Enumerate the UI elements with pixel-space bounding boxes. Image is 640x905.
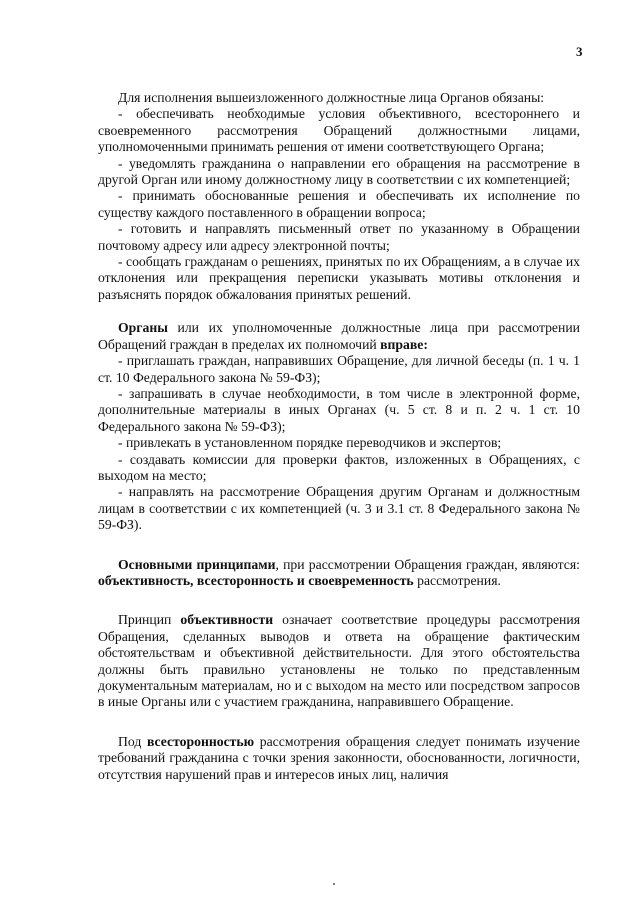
rights-intro-text: или их уполномоченные должностные лица при рассмотрении Обращений граждан в пределах их полномочий (98, 320, 580, 352)
comprehensiveness-bold-term: всесторонностью (147, 733, 255, 749)
rights-intro-bold-entitled: вправе: (380, 336, 428, 352)
duty-item: - сообщать гражданам о решениях, принятых по их Обращениям, а в случае их отклонения или прекращения переписки указывать мотивы отклонения и разъяснять порядок обжалования принятых решений. (98, 254, 580, 302)
principles-text-end: рассмотрения. (413, 572, 501, 588)
right-item: - создавать комиссии для проверки фактов, изложенных в Обращениях, с выходом на место; (98, 451, 580, 483)
right-item: - запрашивать в случае необходимости, в том числе в электронной форме, дополнительные материалы в иных Органах (ч. 5 ст. 8 и п. 2 ч. 1 ст. 10 Федерального закона № 59-ФЗ); (98, 385, 580, 434)
scan-speck (333, 883, 335, 885)
principles-bold-list: объективность, всесторонность и своевременность (98, 572, 414, 588)
document-body (98, 90, 580, 783)
page-number: 3 (576, 44, 583, 59)
rights-intro (98, 320, 580, 353)
objectivity-text-start: Принцип (118, 612, 181, 628)
right-item: - направлять на рассмотрение Обращения другим Органам и должностным лицам в соответствии с их компетенцией (ч. 3 и 3.1 ст. 8 Федерального закона № 59-ФЗ). (98, 484, 580, 533)
duties-intro: Для исполнения вышеизложенного должностные лица Органов обязаны: (118, 90, 545, 105)
right-item: - привлекать в установленном порядке переводчиков и экспертов; (118, 435, 502, 451)
principles-text: , при рассмотрении Обращения граждан, являются: (275, 556, 580, 572)
objectivity-text: означает соответствие процедуры рассмотрения Обращения, сделанных выводов и ответа на обращение фактическим обстоятельствам и объективной действительности. Для этого обстоятельства должны быть правильно установлены не только по представленным документальным материалам, но и с выходом на место или посредством запросов в иные Органы или с участием гражданина, направившего Обращение. (98, 612, 580, 710)
right-item: - приглашать граждан, направивших Обращение, для личной беседы (п. 1 ч. 1 ст. 10 Федерального закона № 59-ФЗ); (98, 353, 580, 385)
duty-item: - обеспечивать необходимые условия объективного, всестороннего и своевременного рассмотрения Обращений должностными лицами, уполномоченными принимать решения от имени соответствующего Органа; (98, 106, 580, 155)
principles-paragraph (98, 557, 580, 590)
duty-item: - принимать обоснованные решения и обеспечивать их исполнение по существу каждого поставленного в обращении вопроса; (98, 188, 580, 220)
duty-item: - готовить и направлять письменный ответ по указанному в Обращении почтовому адресу или адресу электронной почты; (98, 221, 580, 253)
comprehensiveness-text: рассмотрения обращения следует понимать изучение требований гражданина с точки зрения законности, обоснованности, логичности, отсутствия нарушений прав и интересов иных лиц, наличия (98, 733, 580, 782)
comprehensiveness-paragraph (98, 734, 580, 783)
principles-bold-heading: Основными принципами (118, 556, 276, 572)
duty-item: - уведомлять гражданина о направлении его обращения на рассмотрение в другой Орган или иному должностному лицу в соответствии с их компетенцией; (98, 155, 580, 188)
objectivity-bold-term: объективности (180, 612, 274, 628)
comprehensiveness-text-start: Под (118, 733, 147, 749)
rights-intro-bold-organs: Органы (118, 320, 168, 336)
objectivity-paragraph (98, 612, 580, 710)
